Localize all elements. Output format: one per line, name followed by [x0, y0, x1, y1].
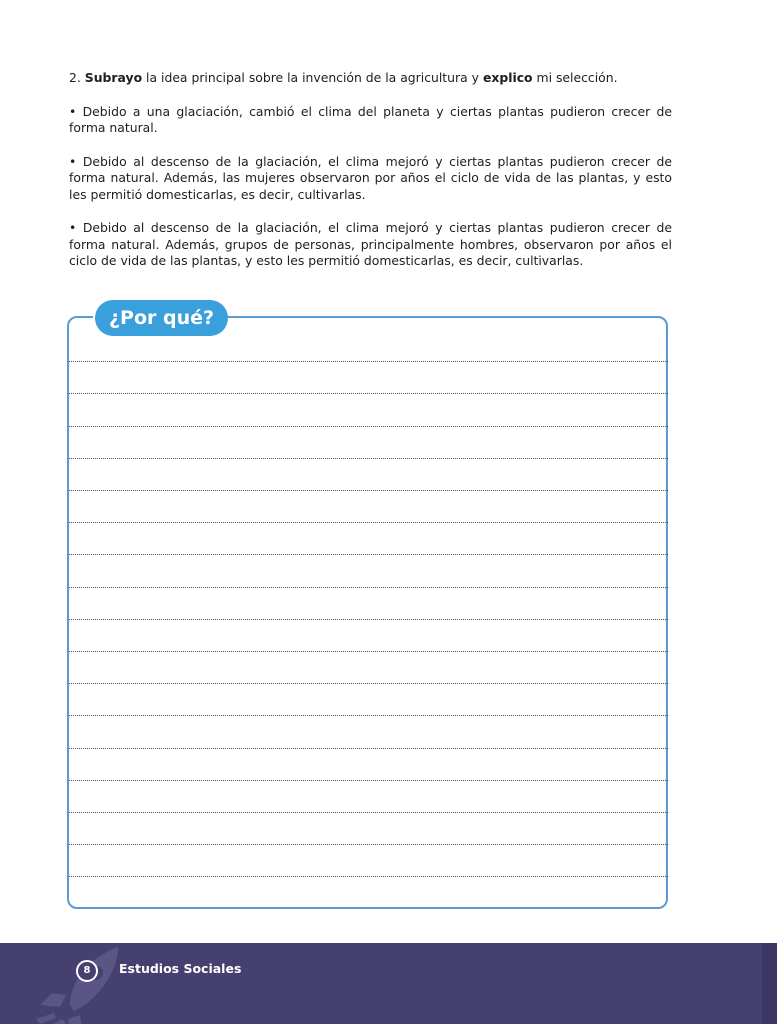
- question-text-2: mi selección.: [536, 70, 618, 85]
- writing-line[interactable]: [69, 619, 668, 620]
- answer-box: [67, 316, 668, 909]
- question-number: 2.: [69, 70, 81, 85]
- question-instruction: [69, 70, 672, 87]
- writing-line[interactable]: [69, 522, 668, 523]
- writing-line[interactable]: [69, 361, 668, 362]
- writing-line[interactable]: [69, 393, 668, 394]
- writing-line[interactable]: [69, 490, 668, 491]
- writing-line[interactable]: [69, 780, 668, 781]
- rocket-icon: [26, 943, 126, 1024]
- question-text-1: la idea principal sobre la invención de la agricultura y: [146, 70, 479, 85]
- writing-line[interactable]: [69, 587, 668, 588]
- answer-box-title: ¿Por qué?: [95, 300, 228, 336]
- writing-line[interactable]: [69, 683, 668, 684]
- question-verb-explain: explico: [482, 70, 533, 85]
- footer-edge: [762, 943, 777, 1024]
- writing-line[interactable]: [69, 426, 668, 427]
- page-number: 8: [76, 960, 98, 982]
- option-1[interactable]: • Debido a una glaciación, cambió el clima del planeta y ciertas plantas pudieron crecer de forma natural.: [69, 103, 672, 135]
- page-footer: [0, 943, 777, 1024]
- activity-content: [69, 70, 672, 287]
- option-3[interactable]: • Debido al descenso de la glaciación, el clima mejoró y ciertas plantas pudieron crecer de forma natural. Además, grupos de personas, principalmente hombres, observaron por años el ciclo de vida de las plantas, y esto les permitió domesticarlas, es decir, cultivarlas.: [69, 220, 672, 268]
- writing-line[interactable]: [69, 651, 668, 652]
- writing-line[interactable]: [69, 458, 668, 459]
- writing-line[interactable]: [69, 844, 668, 845]
- writing-line[interactable]: [69, 812, 668, 813]
- writing-line[interactable]: [69, 748, 668, 749]
- writing-line[interactable]: [69, 876, 668, 877]
- writing-line[interactable]: [69, 715, 668, 716]
- writing-line[interactable]: [69, 554, 668, 555]
- question-verb-underline: Subrayo: [84, 70, 143, 85]
- subject-title: Estudios Sociales: [119, 961, 242, 976]
- option-2[interactable]: • Debido al descenso de la glaciación, el clima mejoró y ciertas plantas pudieron crecer de forma natural. Además, las mujeres observaron por años el ciclo de vida de las plantas, y esto les permitió domesticarlas, es decir, cultivarlas.: [69, 153, 672, 202]
